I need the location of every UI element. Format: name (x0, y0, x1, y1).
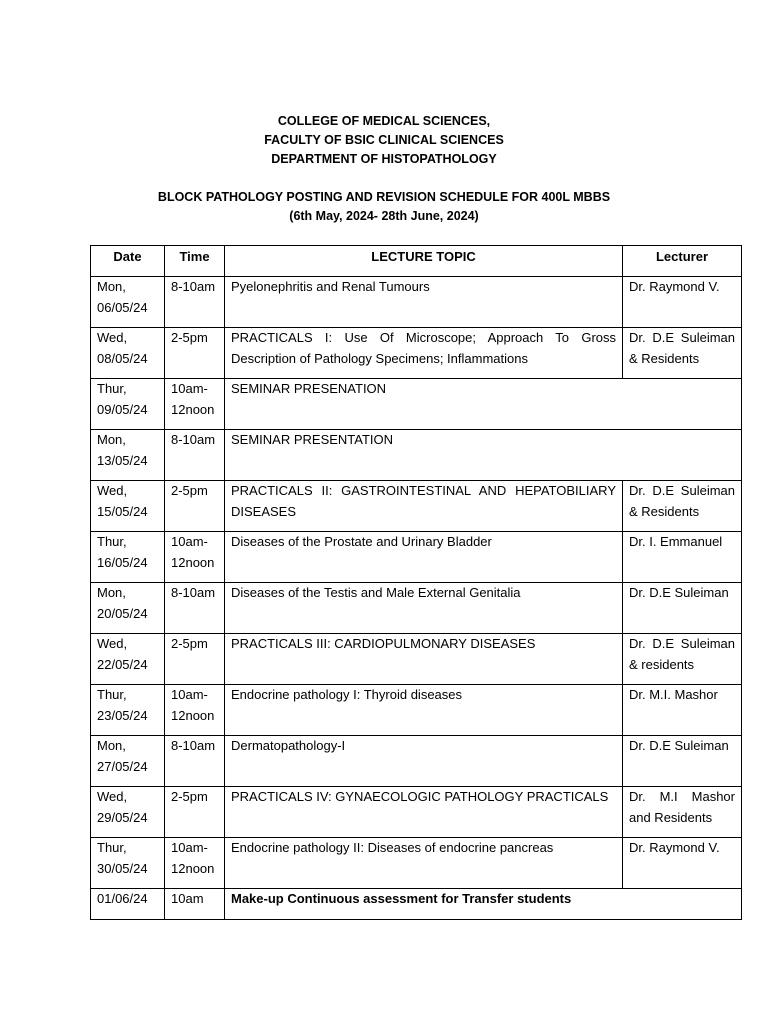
time-start: 10am- (171, 534, 208, 549)
date-cell (91, 838, 165, 889)
date-day: Thur, (97, 381, 127, 396)
table-row (91, 481, 742, 532)
time-end: 12noon (171, 707, 215, 723)
table-row (91, 634, 742, 685)
date-day: Mon, (97, 738, 126, 753)
time-cell: 8-10am (165, 736, 225, 787)
lecturer-cell: Dr. D.E Suleiman & residents (623, 634, 742, 685)
table-row (91, 379, 742, 430)
topic-cell: Diseases of the Testis and Male External Genitalia (225, 583, 623, 634)
date-value: 06/05/24 (97, 299, 148, 315)
lecturer-cell: Dr. Raymond V. (623, 277, 742, 328)
table-row (91, 328, 742, 379)
date-cell (91, 736, 165, 787)
time-cell: 2-5pm (165, 787, 225, 838)
topic-cell: Pyelonephritis and Renal Tumours (225, 277, 623, 328)
time-end: 12noon (171, 860, 215, 876)
table-row (91, 277, 742, 328)
date-day: Wed, (97, 483, 128, 498)
time-end: 12noon (171, 401, 215, 417)
lecturer-cell: Dr. D.E Suleiman & Residents (623, 481, 742, 532)
topic-cell: Make-up Continuous assessment for Transfer students (225, 889, 742, 920)
time-start: 10am- (171, 840, 208, 855)
topic-cell: SEMINAR PRESENTATION (225, 430, 742, 481)
time-cell (165, 838, 225, 889)
department-name: DEPARTMENT OF HISTOPATHOLOGY (271, 152, 497, 166)
table-row (91, 787, 742, 838)
topic-cell: Endocrine pathology I: Thyroid diseases (225, 685, 623, 736)
date-value: 15/05/24 (97, 503, 148, 519)
date-value: 09/05/24 (97, 401, 148, 417)
date-value: 23/05/24 (97, 707, 148, 723)
topic-cell: SEMINAR PRESENATION (225, 379, 742, 430)
time-cell (165, 685, 225, 736)
date-value: 08/05/24 (97, 350, 148, 366)
table-row (91, 583, 742, 634)
date-value: 27/05/24 (97, 758, 148, 774)
time-start: 10am- (171, 687, 208, 702)
time-start: 10am- (171, 381, 208, 396)
schedule-table (90, 245, 742, 920)
date-day: Wed, (97, 636, 128, 651)
table-row (91, 736, 742, 787)
table-row-makeup (91, 889, 742, 920)
topic-cell: PRACTICALS II: GASTROINTESTINAL AND HEPATOBILIARY DISEASES (225, 481, 623, 532)
lecturer-cell: Dr. Raymond V. (623, 838, 742, 889)
time-cell: 8-10am (165, 583, 225, 634)
document-header (0, 112, 768, 226)
college-name: COLLEGE OF MEDICAL SCIENCES, (277, 114, 491, 128)
date-day: Thur, (97, 687, 127, 702)
faculty-name: FACULTY OF BSIC CLINICAL SCIENCES (264, 133, 504, 147)
lecturer-cell: Dr. D.E Suleiman (623, 736, 742, 787)
table-row (91, 838, 742, 889)
lecturer-cell: Dr. I. Emmanuel (623, 532, 742, 583)
schedule-title: BLOCK PATHOLOGY POSTING AND REVISION SCHEDULE FOR 400L MBBS (157, 190, 611, 204)
date-day: Wed, (97, 330, 128, 345)
date-day: Mon, (97, 432, 126, 447)
time-cell: 2-5pm (165, 634, 225, 685)
topic-cell: Dermatopathology-I (225, 736, 623, 787)
date-cell (91, 277, 165, 328)
table-row (91, 532, 742, 583)
topic-cell: PRACTICALS IV: GYNAECOLOGIC PATHOLOGY PRACTICALS (225, 787, 623, 838)
date-value: 29/05/24 (97, 809, 148, 825)
lecturer-cell: Dr. D.E Suleiman & Residents (623, 328, 742, 379)
time-cell: 2-5pm (165, 328, 225, 379)
date-day: Mon, (97, 279, 126, 294)
schedule-date-range: (6th May, 2024- 28th June, 2024) (289, 209, 479, 223)
lecturer-cell: Dr. D.E Suleiman (623, 583, 742, 634)
date-value: 22/05/24 (97, 656, 148, 672)
date-cell (91, 430, 165, 481)
date-cell (91, 328, 165, 379)
time-cell (165, 379, 225, 430)
topic-cell: PRACTICALS I: Use Of Microscope; Approach To Gross Description of Pathology Specimens; Inflammations (225, 328, 623, 379)
column-header-topic: LECTURE TOPIC (225, 246, 623, 277)
time-cell: 8-10am (165, 277, 225, 328)
date-cell: 01/06/24 (91, 889, 165, 920)
date-cell (91, 583, 165, 634)
date-value: 13/05/24 (97, 452, 148, 468)
lecturer-cell: Dr. M.I Mashor and Residents (623, 787, 742, 838)
time-cell: 8-10am (165, 430, 225, 481)
date-day: Mon, (97, 585, 126, 600)
column-header-time: Time (165, 246, 225, 277)
date-cell (91, 787, 165, 838)
date-cell (91, 634, 165, 685)
time-cell: 10am (165, 889, 225, 920)
date-value: 30/05/24 (97, 860, 148, 876)
time-end: 12noon (171, 554, 215, 570)
date-value: 20/05/24 (97, 605, 148, 621)
topic-cell: Endocrine pathology II: Diseases of endocrine pancreas (225, 838, 623, 889)
topic-cell: PRACTICALS III: CARDIOPULMONARY DISEASES (225, 634, 623, 685)
date-day: Wed, (97, 789, 128, 804)
date-cell (91, 481, 165, 532)
table-header-row (91, 246, 742, 277)
time-cell: 2-5pm (165, 481, 225, 532)
topic-cell: Diseases of the Prostate and Urinary Bladder (225, 532, 623, 583)
table-row (91, 685, 742, 736)
date-cell (91, 532, 165, 583)
date-cell (91, 685, 165, 736)
table-body (91, 277, 742, 920)
column-header-date: Date (91, 246, 165, 277)
date-day: Thur, (97, 534, 127, 549)
date-day: Thur, (97, 840, 127, 855)
date-value: 16/05/24 (97, 554, 148, 570)
lecturer-cell: Dr. M.I. Mashor (623, 685, 742, 736)
date-cell (91, 379, 165, 430)
table-row (91, 430, 742, 481)
column-header-lecturer: Lecturer (623, 246, 742, 277)
time-cell (165, 532, 225, 583)
